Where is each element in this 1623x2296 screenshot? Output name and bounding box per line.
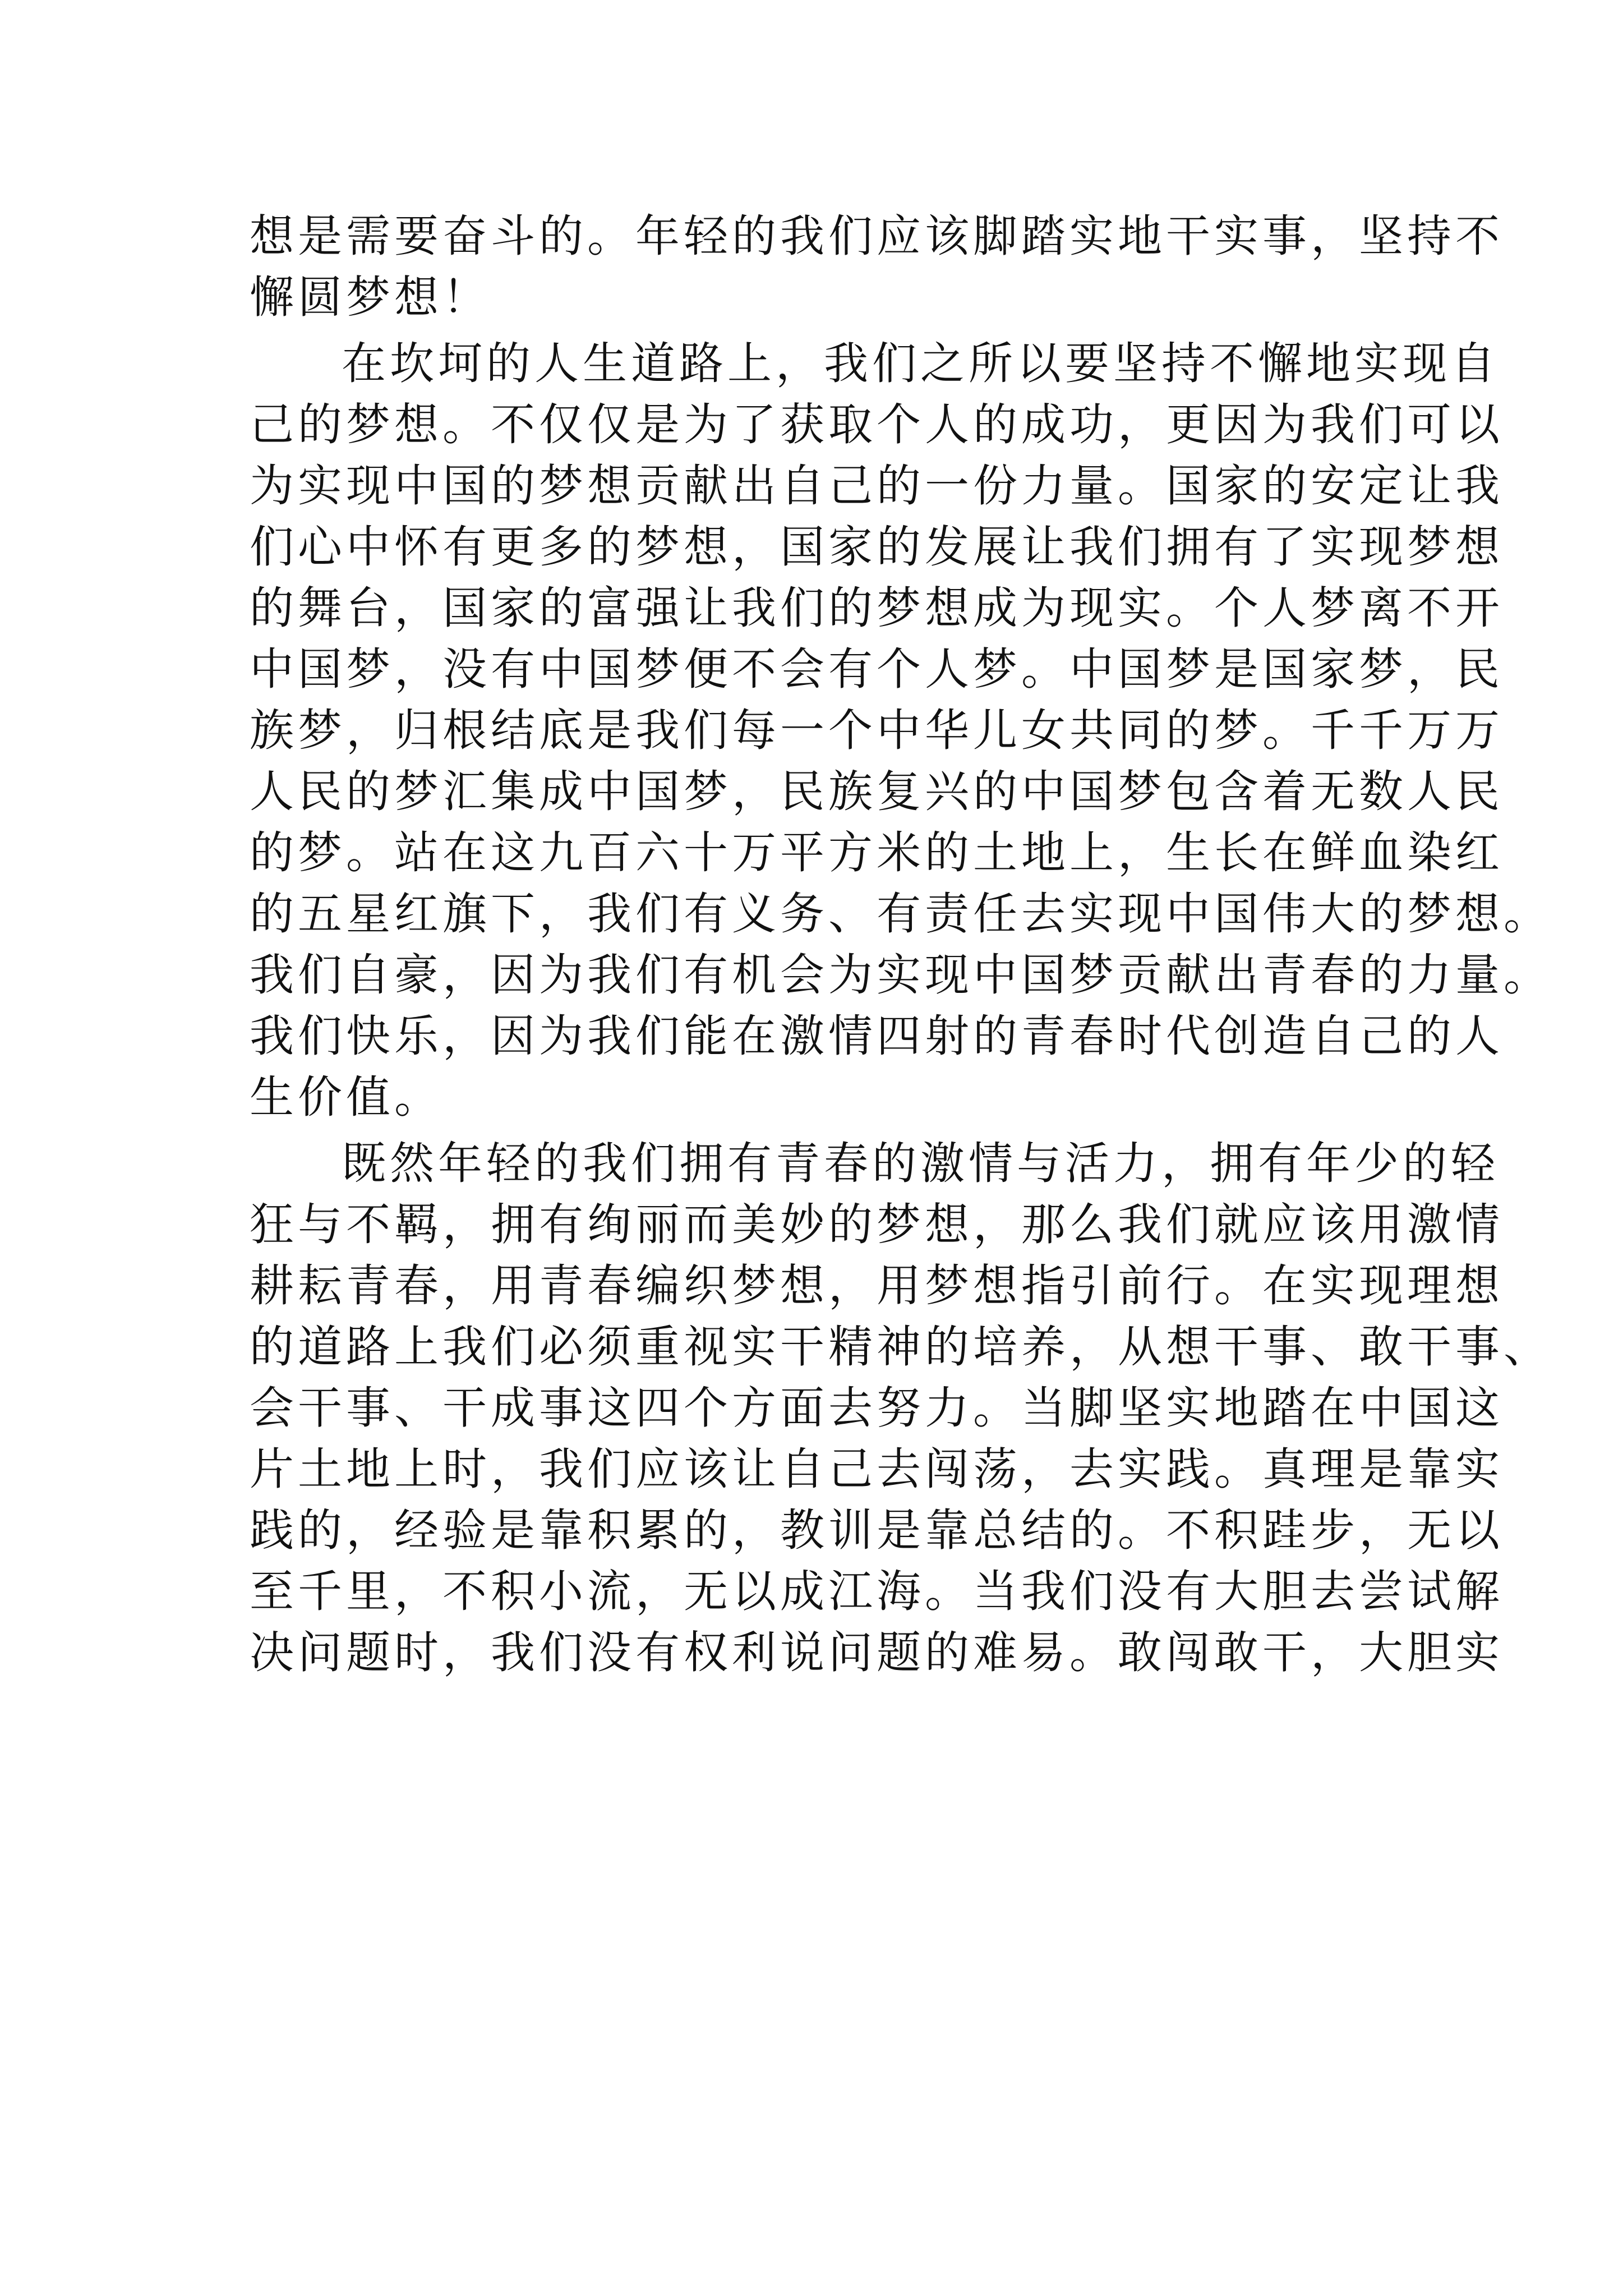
- text-line: 至千里，不积小流，无以成江海。当我们没有大胆去尝试解: [250, 1566, 1504, 1617]
- text-line: 的五星红旗下，我们有义务、有责任去实现中国伟大的梦想。: [250, 888, 1552, 940]
- text-line: 的道路上我们必须重视实干精神的培养，从想干事、敢干事、: [250, 1321, 1552, 1373]
- text-line: 决问题时，我们没有权利说问题的难易。敢闯敢干，大胆实: [250, 1627, 1504, 1678]
- text-line: 想是需要奋斗的。年轻的我们应该脚踏实地干实事，坚持不: [250, 210, 1504, 262]
- text-line: 懈圆梦想！: [250, 272, 491, 323]
- paragraph-start-line: 既然年轻的我们拥有青春的激情与活力，拥有年少的轻: [342, 1138, 1499, 1189]
- text-line: 的舞台，国家的富强让我们的梦想成为现实。个人梦离不开: [250, 582, 1504, 634]
- text-line: 们心中怀有更多的梦想，国家的发展让我们拥有了实现梦想: [250, 521, 1504, 573]
- text-line: 会干事、干成事这四个方面去努力。当脚坚实地踏在中国这: [250, 1382, 1504, 1434]
- text-line: 己的梦想。不仅仅是为了获取个人的成功，更因为我们可以: [250, 399, 1504, 450]
- text-line: 我们自豪，因为我们有机会为实现中国梦贡献出青春的力量。: [250, 949, 1552, 1001]
- text-line: 中国梦，没有中国梦便不会有个人梦。中国梦是国家梦，民: [250, 643, 1504, 695]
- body-text: [250, 206, 1552, 1683]
- paragraph-start-line: 在坎坷的人生道路上，我们之所以要坚持不懈地实现自: [342, 338, 1499, 389]
- text-line: 的梦。站在这九百六十万平方米的土地上，生长在鲜血染红: [250, 827, 1504, 878]
- text-line: 践的，经验是靠积累的，教训是靠总结的。不积跬步，无以: [250, 1504, 1504, 1556]
- text-line: 为实现中国的梦想贡献出自己的一份力量。国家的安定让我: [250, 460, 1504, 512]
- text-line: 耕耘青春，用青春编织梦想，用梦想指引前行。在实现理想: [250, 1260, 1504, 1312]
- text-line: 片土地上时，我们应该让自己去闯荡，去实践。真理是靠实: [250, 1443, 1504, 1495]
- text-line: 族梦，归根结底是我们每一个中华儿女共同的梦。千千万万: [250, 705, 1504, 756]
- text-line: 狂与不羁，拥有绚丽而美妙的梦想，那么我们就应该用激情: [250, 1199, 1504, 1250]
- text-line: 我们快乐，因为我们能在激情四射的青春时代创造自己的人: [250, 1010, 1504, 1062]
- text-line: 生价值。: [250, 1071, 442, 1123]
- text-line: 人民的梦汇集成中国梦，民族复兴的中国梦包含着无数人民: [250, 766, 1504, 817]
